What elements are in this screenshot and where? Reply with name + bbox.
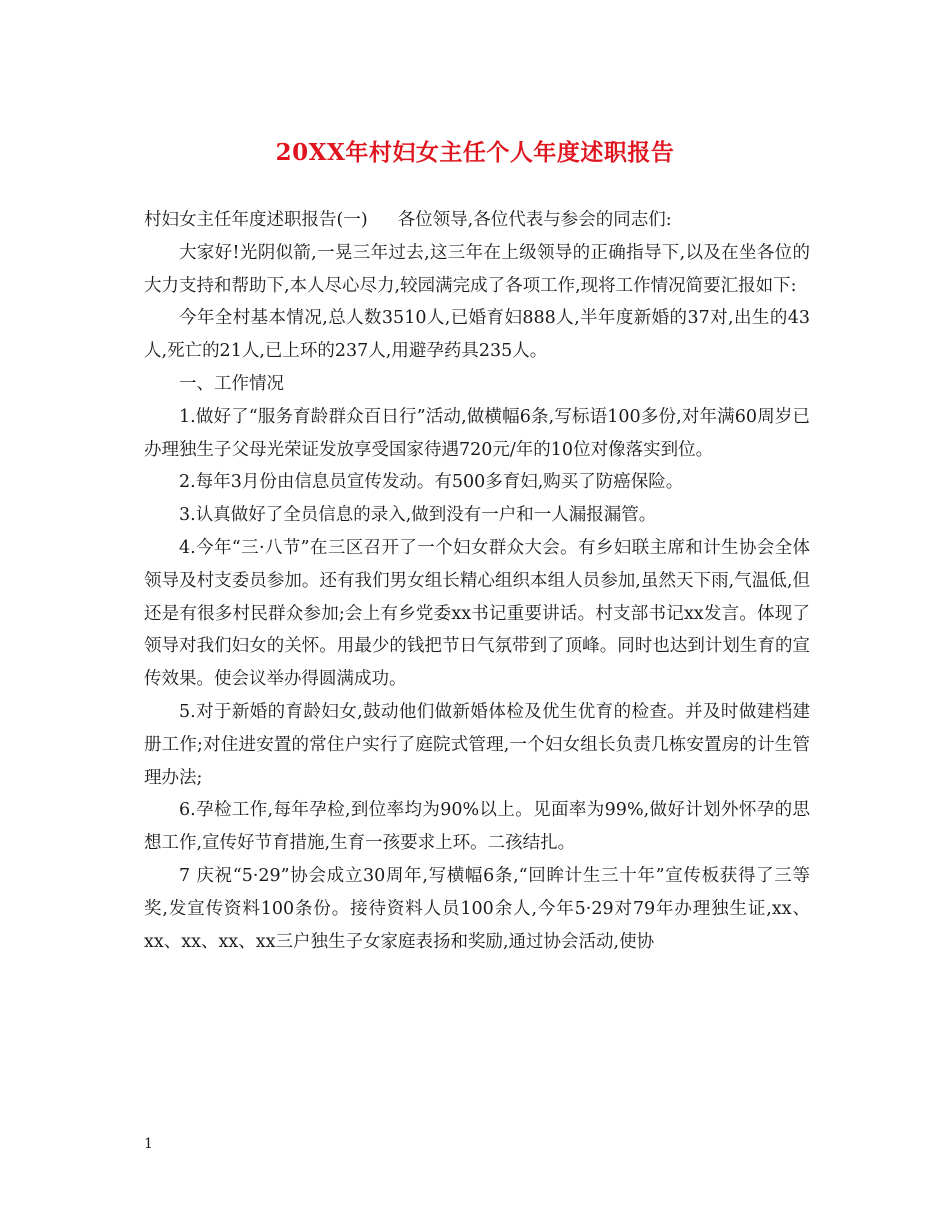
paragraph-greeting: 大家好!光阴似箭,一晃三年过去,这三年在上级领导的正确指导下,以及在坐各位的大力支持和帮助下,本人尽心尽力,较园满完成了各项工作,现将工作情况简要汇报如下: [144, 242, 810, 296]
section-heading-work: 一、工作情况 [179, 373, 284, 394]
paragraph-item-2: 2.每年3月份由信息员宣传发动。有500多育妇,购买了防癌保险。 [179, 472, 684, 493]
opening-line [144, 204, 810, 237]
paragraph-item-5: 5.对于新婚的育龄妇女,鼓动他们做新婚体检及优生优育的检查。并及时做建档建册工作;对住进安置的常住户实行了庭院式管理,一个妇女组长负责几栋安置房的计生管理办法; [144, 701, 810, 788]
page-number: 1 [144, 1136, 153, 1152]
paragraph-village-stats: 今年全村基本情况,总人数3510人,已婚育妇888人,半年度新婚的37对,出生的43人,死亡的21人,已上环的237人,用避孕药具235人。 [144, 308, 810, 362]
paragraph-item-6: 6.孕检工作,每年孕检,到位率均为90%以上。见面率为99%,做好计划外怀孕的思想工作,宣传好节育措施,生育一孩要求上环。二孩结扎。 [144, 800, 810, 854]
document-body [144, 204, 810, 958]
paragraph-item-4: 4.今年“三·八节”在三区召开了一个妇女群众大会。有乡妇联主席和计生协会全体领导及村支委员参加。还有我们男女组长精心组织本组人员参加,虽然天下雨,气温低,但还是有很多村民群众参加;会上有乡党委xx书记重要讲话。村支部书记xx发言。体现了领导对我们妇女的关怀。用最少的钱把节日气氛带到了顶峰。同时也达到计划生育的宣传效果。使会议举办得圆满成功。 [144, 537, 810, 690]
document-title: 20XX年村妇女主任个人年度述职报告 [275, 139, 675, 166]
paragraph-item-3: 3.认真做好了全员信息的录入,做到没有一户和一人漏报漏管。 [179, 505, 657, 526]
paragraph-item-7: 7 庆祝“5·29”协会成立30周年,写横幅6条,“回眸计生三十年”宣传板获得了三等奖,发宣传资料100条份。接待资料人员100余人,今年5·29对79年办理独生证,xx、xx、xx、xx、xx三户独生子女家庭表扬和奖励,通过协会活动,使协 [144, 865, 810, 952]
paragraph-item-1: 1.做好了“服务育龄群众百日行”活动,做横幅6条,写标语100多份,对年满60周岁已办理独生子父母光荣证发放享受国家待遇720元/年的10位对像落实到位。 [144, 406, 810, 460]
report-heading: 村妇女主任年度述职报告(一) [144, 210, 368, 230]
salutation: 各位领导,各位代表与参会的同志们: [397, 210, 672, 230]
